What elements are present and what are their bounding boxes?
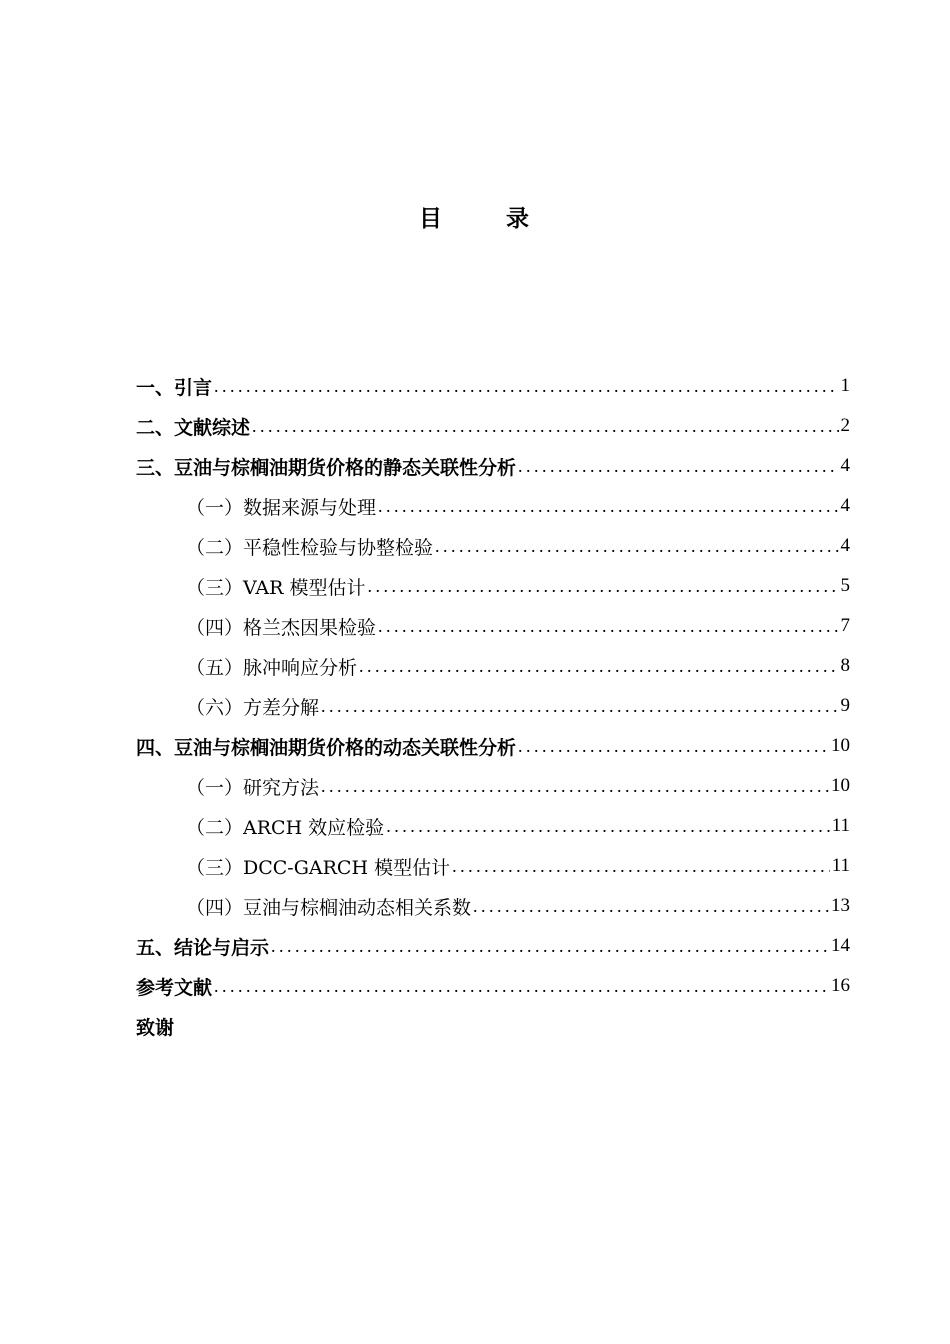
toc-entry-label: 二、文献综述 [136,416,251,439]
toc-page-number: 4 [840,455,850,476]
toc-entry-label: （一）研究方法 [186,776,320,799]
toc-entry-label: （五）脉冲响应分析 [186,656,358,679]
toc-page-number: 11 [831,815,850,836]
table-of-contents [136,366,850,1046]
toc-entry-label: 五、结论与启示 [136,936,270,959]
toc-entry-label: （二）平稳性检验与协整检验 [186,536,434,559]
toc-entry-label: 致谢 [136,1016,175,1039]
toc-entry-label: （三）VAR 模型估计 [186,576,366,599]
toc-entry-label: （四）格兰杰因果检验 [186,616,377,639]
toc-dot-leader [386,815,830,837]
toc-entry-dynamic-correlation[interactable] [136,886,850,926]
toc-dot-leader [378,615,838,637]
toc-dot-leader [473,895,829,917]
page-title [0,200,950,233]
toc-entry-label: 一、引言 [136,376,213,399]
toc-page-number: 2 [840,415,850,436]
toc-page-number: 4 [840,535,850,556]
toc-page-number: 10 [831,735,850,756]
toc-entry-literature-review[interactable] [136,406,850,446]
toc-entry-stationarity-test[interactable] [136,526,850,566]
toc-entry-references[interactable] [136,966,850,1006]
toc-dot-leader [321,775,829,797]
toc-dot-leader [252,415,838,437]
title-char-2: 录 [506,206,531,232]
toc-entry-acknowledgements[interactable] [136,1006,850,1046]
toc-page-number: 11 [831,855,850,876]
toc-entry-introduction[interactable] [136,366,850,406]
toc-dot-leader [368,575,839,597]
toc-entry-dcc-garch[interactable] [136,846,850,886]
toc-page-number: 4 [840,495,850,516]
toc-entry-data-source[interactable] [136,486,850,526]
toc-entry-label: （四）豆油与棕榈油动态相关系数 [186,896,472,919]
toc-dot-leader [271,935,829,957]
toc-entry-impulse-response[interactable] [136,646,850,686]
toc-page-number: 16 [831,975,850,996]
toc-entry-label: （六）方差分解 [186,696,320,719]
toc-entry-variance-decomposition[interactable] [136,686,850,726]
toc-entry-label: （一）数据来源与处理 [186,496,377,519]
toc-page-number: 13 [831,895,850,916]
toc-page-number: 14 [831,935,850,956]
toc-entry-static-analysis[interactable] [136,446,850,486]
title-char-1: 目 [419,206,444,232]
toc-dot-leader [359,655,838,677]
toc-entry-label: （二）ARCH 效应检验 [186,816,385,839]
toc-dot-leader [378,495,838,517]
toc-page-number: 5 [840,575,850,596]
toc-dot-leader [435,535,838,557]
toc-entry-dynamic-analysis[interactable] [136,726,850,766]
toc-entry-var-model[interactable] [136,566,850,606]
toc-page-number: 10 [831,775,850,796]
toc-entry-research-method[interactable] [136,766,850,806]
toc-entry-granger-causality[interactable] [136,606,850,646]
toc-entry-label: 四、豆油与棕榈油期货价格的动态关联性分析 [136,736,517,759]
toc-entry-arch-test[interactable] [136,806,850,846]
toc-dot-leader [518,455,838,477]
toc-entry-label: 参考文献 [136,976,213,999]
toc-page-number: 1 [840,375,850,396]
toc-dot-leader [452,855,830,877]
toc-dot-leader [321,695,838,717]
toc-dot-leader [214,375,838,397]
toc-dot-leader [518,735,829,757]
toc-entry-label: 三、豆油与棕榈油期货价格的静态关联性分析 [136,456,517,479]
toc-page-number: 9 [840,695,850,716]
toc-dot-leader [214,975,829,997]
toc-page-number: 7 [840,615,850,636]
toc-page-number: 8 [840,655,850,676]
toc-entry-label: （三）DCC-GARCH 模型估计 [186,856,451,879]
toc-entry-conclusion[interactable] [136,926,850,966]
